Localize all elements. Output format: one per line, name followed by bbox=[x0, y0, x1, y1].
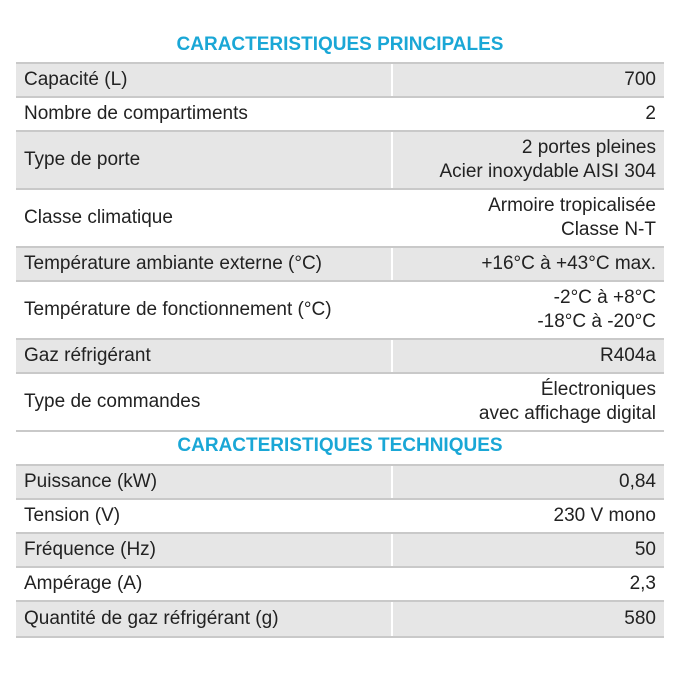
spec-row bbox=[16, 373, 664, 431]
technical-section-title: CARACTERISTIQUES TECHNIQUES bbox=[177, 435, 503, 456]
spec-value bbox=[392, 567, 664, 601]
spec-label: Nombre de compartiments bbox=[16, 97, 392, 131]
spec-label: Tension (V) bbox=[16, 499, 392, 533]
spec-value-line: Acier inoxydable AISI 304 bbox=[439, 161, 656, 182]
spec-row bbox=[16, 339, 664, 373]
main-specs-table bbox=[16, 62, 664, 432]
spec-value bbox=[392, 339, 664, 373]
spec-value-line: 2 portes pleines bbox=[521, 137, 656, 158]
spec-label: Gaz réfrigérant bbox=[16, 339, 392, 373]
spec-value bbox=[392, 373, 664, 431]
spec-value bbox=[392, 533, 664, 567]
spec-row bbox=[16, 281, 664, 339]
technical-specs-table bbox=[16, 464, 664, 638]
spec-row bbox=[16, 567, 664, 601]
spec-value bbox=[392, 131, 664, 189]
spec-value bbox=[392, 97, 664, 131]
spec-value-line: -2°C à +8°C bbox=[553, 287, 656, 308]
spec-value bbox=[392, 189, 664, 247]
spec-label: Type de commandes bbox=[16, 373, 392, 431]
spec-row bbox=[16, 63, 664, 97]
spec-label: Puissance (kW) bbox=[16, 465, 392, 499]
spec-value-line: R404a bbox=[600, 345, 656, 366]
spec-value-line: +16°C à +43°C max. bbox=[481, 253, 656, 274]
spec-value-line: 580 bbox=[624, 608, 656, 629]
spec-value-line: 2,3 bbox=[629, 573, 656, 594]
spec-label: Type de porte bbox=[16, 131, 392, 189]
spec-value bbox=[392, 281, 664, 339]
spec-row bbox=[16, 189, 664, 247]
spec-label: Température ambiante externe (°C) bbox=[16, 247, 392, 281]
spec-value bbox=[392, 499, 664, 533]
spec-value-line: 0,84 bbox=[619, 471, 656, 492]
spec-value-line: 50 bbox=[634, 539, 656, 560]
spec-row bbox=[16, 499, 664, 533]
spec-value-line: 2 bbox=[645, 103, 656, 124]
spec-value-line: 700 bbox=[624, 69, 656, 90]
spec-label: Capacité (L) bbox=[16, 63, 392, 97]
spec-row bbox=[16, 97, 664, 131]
spec-value bbox=[392, 601, 664, 637]
spec-value bbox=[392, 247, 664, 281]
spec-value-line: 230 V mono bbox=[553, 505, 656, 526]
spec-value-line: Armoire tropicalisée bbox=[488, 195, 656, 216]
spec-row bbox=[16, 533, 664, 567]
spec-row bbox=[16, 247, 664, 281]
spec-value bbox=[392, 63, 664, 97]
spec-value-line: Électroniques bbox=[540, 379, 656, 400]
spec-row bbox=[16, 465, 664, 499]
spec-value-line: -18°C à -20°C bbox=[537, 311, 656, 332]
spec-value-line: Classe N-T bbox=[560, 219, 656, 240]
spec-label: Classe climatique bbox=[16, 189, 392, 247]
spec-value-line: avec affichage digital bbox=[478, 403, 656, 424]
spec-label: Fréquence (Hz) bbox=[16, 533, 392, 567]
spec-row bbox=[16, 131, 664, 189]
spec-row bbox=[16, 601, 664, 637]
main-section-title: CARACTERISTIQUES PRINCIPALES bbox=[176, 34, 504, 55]
spec-label: Quantité de gaz réfrigérant (g) bbox=[16, 601, 392, 637]
spec-value bbox=[392, 465, 664, 499]
spec-label: Température de fonctionnement (°C) bbox=[16, 281, 392, 339]
spec-label: Ampérage (A) bbox=[16, 567, 392, 601]
